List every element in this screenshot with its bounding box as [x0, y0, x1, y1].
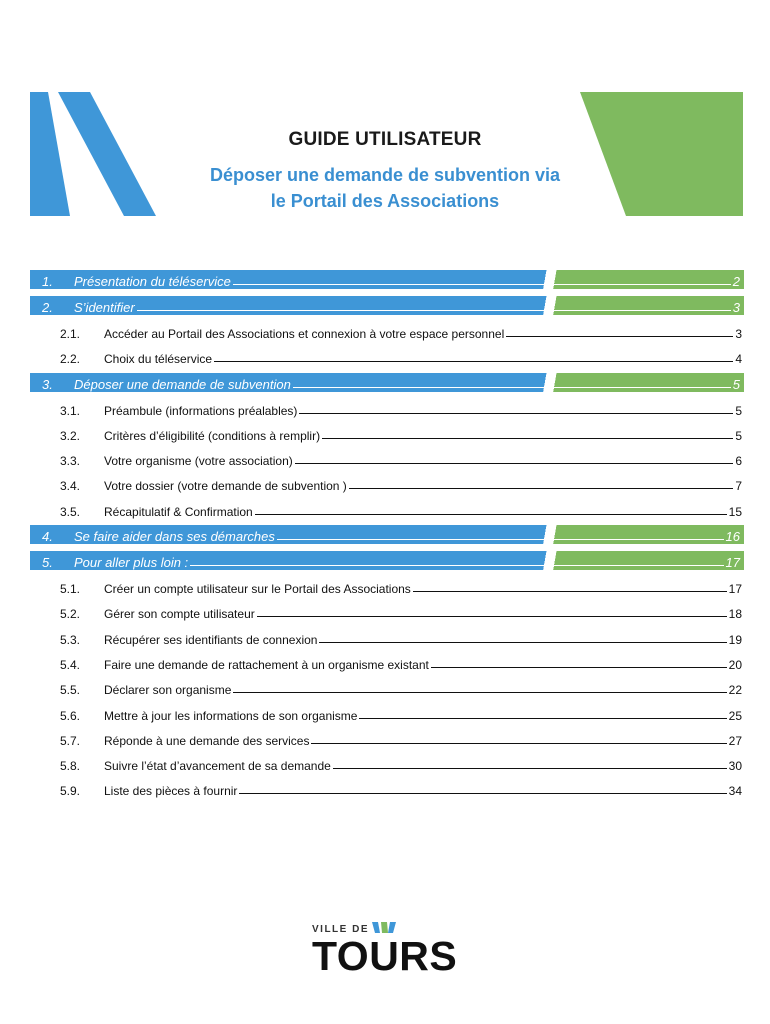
toc-number: 5.1. [60, 582, 81, 597]
toc-leader-line [359, 718, 726, 719]
toc-leader-line [239, 793, 726, 794]
toc-label: Préambule (informations préalables) [104, 403, 298, 418]
toc-label: Faire une demande de rattachement à un organisme existant [104, 657, 429, 672]
toc-label: Choix du téléservice [104, 352, 213, 367]
toc-page-number: 7 [735, 479, 742, 494]
toc-subsection-row[interactable] [30, 653, 744, 672]
toc-page-number: 22 [728, 683, 742, 698]
toc-section-row[interactable] [30, 551, 744, 570]
toc-subsection-row[interactable] [30, 322, 744, 341]
toc-page-number: 25 [728, 708, 742, 723]
toc-number: 5.6. [60, 708, 81, 723]
toc-subsection-row[interactable] [30, 500, 744, 519]
toc-leader-line [506, 336, 733, 337]
toc-page-number: 30 [728, 759, 742, 774]
toc-leader-line [255, 514, 727, 515]
blue-stripe-right [58, 92, 156, 216]
toc-subsection-row[interactable] [30, 704, 744, 723]
toc-leader-line [319, 642, 726, 643]
logo-small-text: VILLE DE [312, 924, 370, 935]
toc-leader-line [413, 591, 727, 592]
toc-number: 5. [42, 555, 53, 571]
toc-leader-line [233, 692, 726, 693]
toc-label: Récapitulatif & Confirmation [104, 504, 253, 519]
toc-number: 5.4. [60, 657, 81, 672]
toc-page-number: 5 [732, 376, 740, 392]
toc-leader-line [277, 539, 724, 540]
toc-page-number: 5 [735, 428, 742, 443]
toc-label: Liste des pièces à fournir [104, 784, 238, 799]
toc-label: Présentation du téléservice [74, 274, 231, 289]
toc-subsection-row[interactable] [30, 779, 744, 798]
toc-subsection-row[interactable] [30, 399, 744, 418]
toc-label: Récupérer ses identifiants de connexion [104, 632, 318, 647]
toc-page-number: 4 [735, 352, 742, 367]
toc-number: 3.4. [60, 479, 81, 494]
toc-subsection-row[interactable] [30, 424, 744, 443]
toc-section-row[interactable] [30, 270, 744, 289]
toc-page-number: 18 [728, 607, 742, 622]
toc-leader-line [295, 463, 734, 464]
toc-label: Créer un compte utilisateur sur le Portail des Associations [104, 582, 411, 597]
toc-page-number: 19 [728, 632, 742, 647]
toc-number: 5.7. [60, 733, 81, 748]
toc-leader-line [333, 768, 727, 769]
toc-subsection-row[interactable] [30, 628, 744, 647]
toc-subsection-row[interactable] [30, 729, 744, 748]
toc-subsection-row[interactable] [30, 754, 744, 773]
toc-leader-line [257, 616, 727, 617]
ville-de-tours-logo [300, 916, 470, 980]
toc-subsection-row[interactable] [30, 449, 744, 468]
toc-label: Votre dossier (votre demande de subvention ) [104, 479, 347, 494]
toc-page-number: 17 [728, 582, 742, 597]
toc-leader-line [233, 284, 731, 285]
subtitle-line-1: Déposer une demande de subvention via [209, 165, 561, 185]
toc-label: Votre organisme (votre association) [104, 454, 293, 469]
table-of-contents [30, 270, 744, 805]
subtitle-line-2: le Portail des Associations [270, 191, 500, 211]
toc-section-row[interactable] [30, 525, 744, 544]
toc-number: 3. [42, 376, 53, 392]
toc-number: 5.9. [60, 784, 81, 799]
toc-page-number: 27 [728, 733, 742, 748]
toc-subsection-row[interactable] [30, 602, 744, 621]
toc-page-number: 15 [728, 504, 742, 519]
logo-big-text: TOURS [312, 933, 458, 979]
document-subtitle [150, 162, 620, 214]
toc-number: 5.8. [60, 759, 81, 774]
toc-label: Réponde à une demande des services [104, 733, 310, 748]
toc-page-number: 20 [728, 657, 742, 672]
toc-page-number: 17 [725, 555, 740, 571]
toc-label: Gérer son compte utilisateur [104, 607, 255, 622]
toc-label: Se faire aider dans ses démarches [74, 529, 275, 545]
toc-page-number: 16 [725, 529, 740, 545]
toc-number: 5.2. [60, 607, 81, 622]
toc-label: Suivre l’état d’avancement de sa demande [104, 759, 331, 774]
toc-number: 4. [42, 529, 53, 545]
toc-page-number: 2 [732, 274, 740, 289]
toc-number: 2. [42, 300, 53, 315]
toc-subsection-row[interactable] [30, 474, 744, 493]
toc-number: 3.2. [60, 428, 81, 443]
toc-label: Déposer une demande de subvention [74, 376, 291, 392]
document-title: GUIDE UTILISATEUR [288, 129, 482, 150]
toc-page-number: 3 [732, 300, 740, 315]
toc-section-row[interactable] [30, 296, 744, 315]
title-block [150, 128, 620, 214]
toc-number: 3.1. [60, 403, 81, 418]
toc-subsection-row[interactable] [30, 577, 744, 596]
toc-leader-line [349, 488, 734, 489]
toc-label: Mettre à jour les informations de son organisme [104, 708, 358, 723]
toc-number: 1. [42, 274, 53, 289]
toc-number: 5.5. [60, 683, 81, 698]
toc-leader-line [322, 438, 733, 439]
toc-page-number: 5 [735, 403, 742, 418]
toc-number: 3.3. [60, 454, 81, 469]
toc-number: 3.5. [60, 504, 81, 519]
toc-number: 2.1. [60, 327, 81, 341]
toc-subsection-row[interactable] [30, 678, 744, 697]
toc-page-number: 6 [735, 454, 742, 469]
toc-label: S’identifier [74, 300, 135, 315]
toc-subsection-row[interactable] [30, 347, 744, 366]
toc-leader-line [293, 387, 731, 388]
toc-leader-line [431, 667, 727, 668]
toc-leader-line [214, 361, 733, 362]
toc-label: Critères d’éligibilité (conditions à remplir) [104, 428, 321, 443]
toc-leader-line [190, 565, 723, 566]
toc-label: Pour aller plus loin : [74, 555, 189, 571]
toc-section-row[interactable] [30, 373, 744, 392]
toc-page-number: 34 [728, 784, 742, 799]
blue-stripe-left [30, 92, 70, 216]
toc-number: 5.3. [60, 632, 81, 647]
toc-leader-line [299, 413, 733, 414]
toc-leader-line [311, 743, 726, 744]
toc-page-number: 3 [735, 327, 742, 341]
toc-number: 2.2. [60, 352, 81, 367]
toc-leader-line [137, 310, 731, 311]
toc-label: Déclarer son organisme [104, 683, 232, 698]
toc-label: Accéder au Portail des Associations et connexion à votre espace personnel [104, 327, 505, 341]
